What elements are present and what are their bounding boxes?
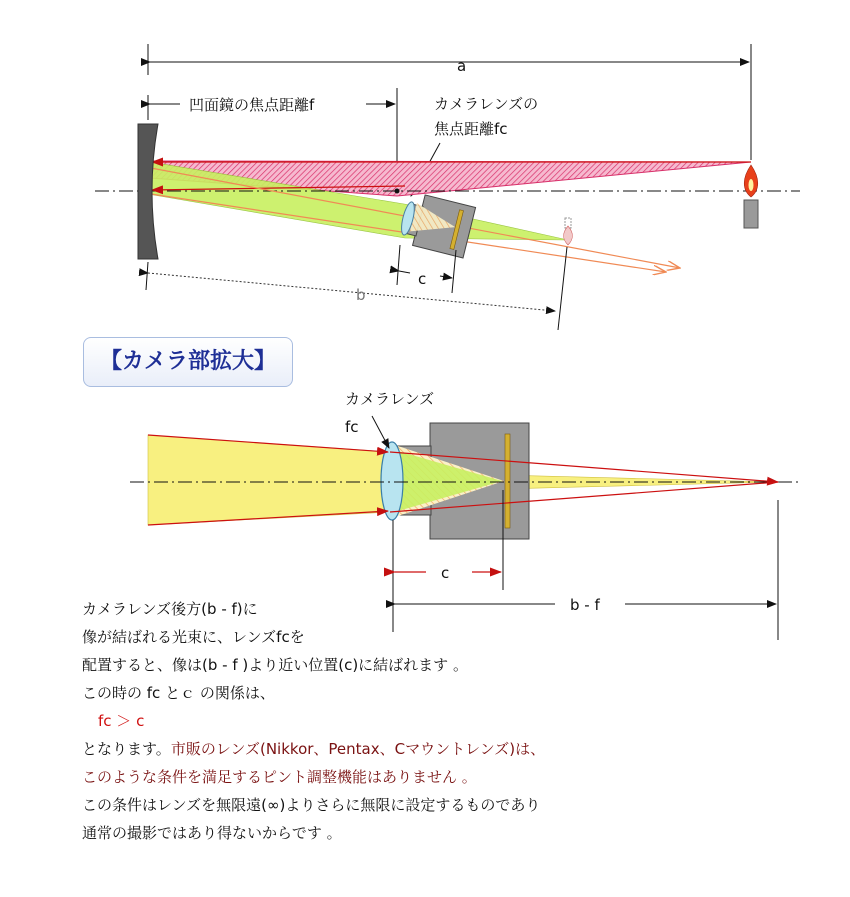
label-c-zoom: c — [441, 564, 450, 582]
label-a: a — [457, 57, 467, 75]
label-b: b — [356, 286, 366, 304]
label-fc: fc — [345, 418, 359, 436]
label-camera-lens-focal-2: 焦点距離fc — [434, 120, 508, 138]
text-line-6-prefix: となります。 — [82, 740, 171, 758]
image-b — [564, 218, 573, 245]
label-b-minus-f: b - f — [570, 596, 600, 614]
section-title: 【カメラ部拡大】 — [99, 349, 276, 374]
label-mirror-focal-length: 凹面鏡の焦点距離f — [189, 96, 315, 114]
text-line-1: カメラレンズ後方(b - f)に — [82, 600, 258, 618]
camera-top — [397, 191, 476, 258]
label-camera-lens: カメラレンズ — [345, 390, 435, 408]
section-title-box — [83, 337, 293, 387]
text-line-8: この条件はレンズを無限遠(∞)よりさらに無限に設定するものであり — [82, 796, 541, 814]
candle-icon — [744, 165, 758, 228]
text-line-6-highlight: 市販のレンズ(Nikkor、Pentax、Cマウントレンズ)は、 — [170, 740, 546, 758]
text-line-6 — [82, 738, 822, 760]
text-line-formula: fc ＞ c — [98, 712, 145, 730]
camera-zoom — [381, 423, 529, 539]
text-line-2: 像が結ばれる光束に、レンズfcを — [82, 628, 305, 646]
text-line-4: この時の fc とｃ の関係は、 — [82, 684, 275, 702]
label-camera-lens-focal-1: カメラレンズの — [434, 95, 539, 113]
label-c-top: c — [418, 270, 427, 288]
focal-point — [395, 189, 400, 194]
pointer-arrow-lens-zoom — [372, 416, 389, 448]
text-line-7: このような条件を満足するピント調整機能はありません 。 — [82, 768, 477, 786]
text-line-3: 配置すると、像は(b - f )より近い位置(c)に結ばれます 。 — [82, 656, 468, 674]
text-line-9: 通常の撮影ではあり得ないからです 。 — [82, 824, 342, 842]
